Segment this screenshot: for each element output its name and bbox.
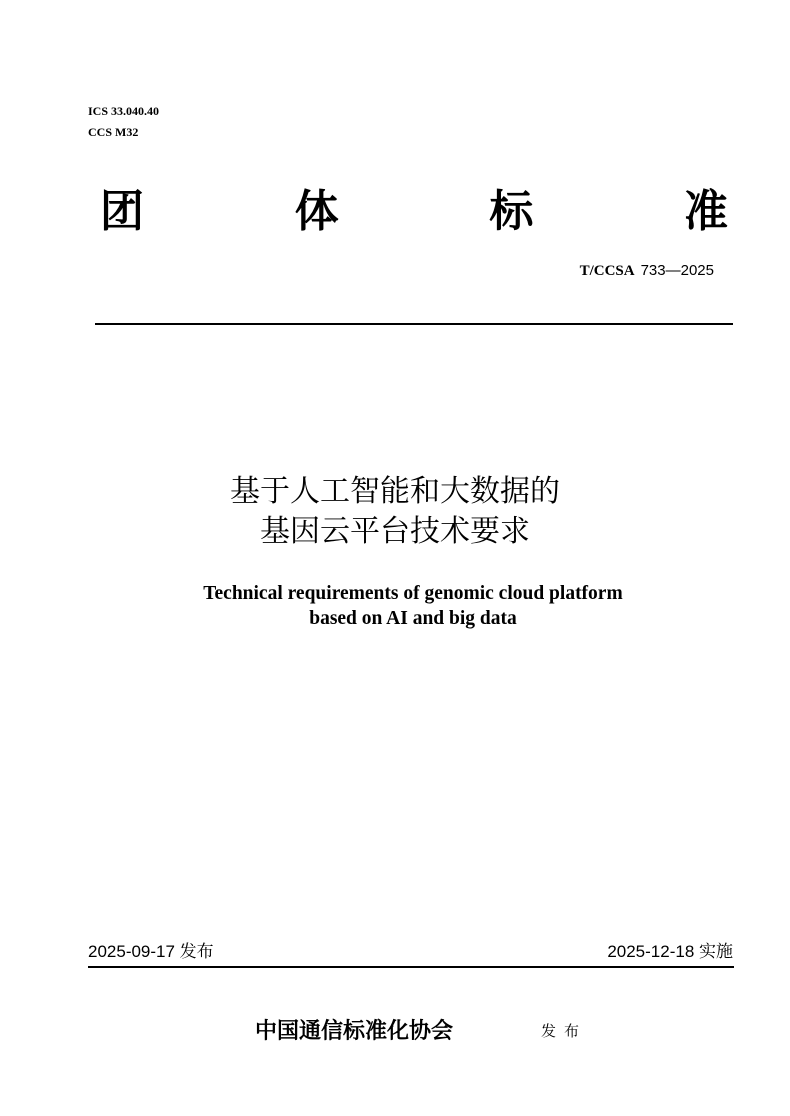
standard-type-char: 准 [683, 186, 728, 237]
chinese-title [0, 472, 790, 552]
publish-label: 发布 [541, 1022, 588, 1040]
standard-type-char: 团 [100, 186, 144, 237]
publisher-name: 中国通信标准化协会 [255, 1018, 454, 1044]
ccs-code: CCS M32 [88, 125, 139, 139]
english-title [0, 581, 790, 631]
standard-number-prefix: T/CCSA [579, 263, 635, 279]
standard-number-value: 733—2025 [640, 262, 714, 279]
publish-date: 2025-09-17 发布 [88, 942, 214, 961]
english-title-line-2: based on AI and big data [309, 608, 517, 629]
english-title-line-1: Technical requirements of genomic cloud platform [203, 583, 623, 604]
standard-type-heading [100, 185, 728, 239]
standard-type-char: 标 [489, 186, 534, 237]
implementation-date: 2025-12-18 实施 [607, 942, 733, 961]
standard-number [580, 262, 714, 280]
chinese-title-line-2: 基因云平台技术要求 [260, 514, 530, 549]
standard-type-char: 体 [294, 186, 339, 237]
bottom-divider [88, 966, 734, 968]
ics-code: ICS 33.040.40 [88, 104, 160, 118]
top-divider [95, 323, 733, 325]
chinese-title-line-1: 基于人工智能和大数据的 [230, 474, 560, 509]
